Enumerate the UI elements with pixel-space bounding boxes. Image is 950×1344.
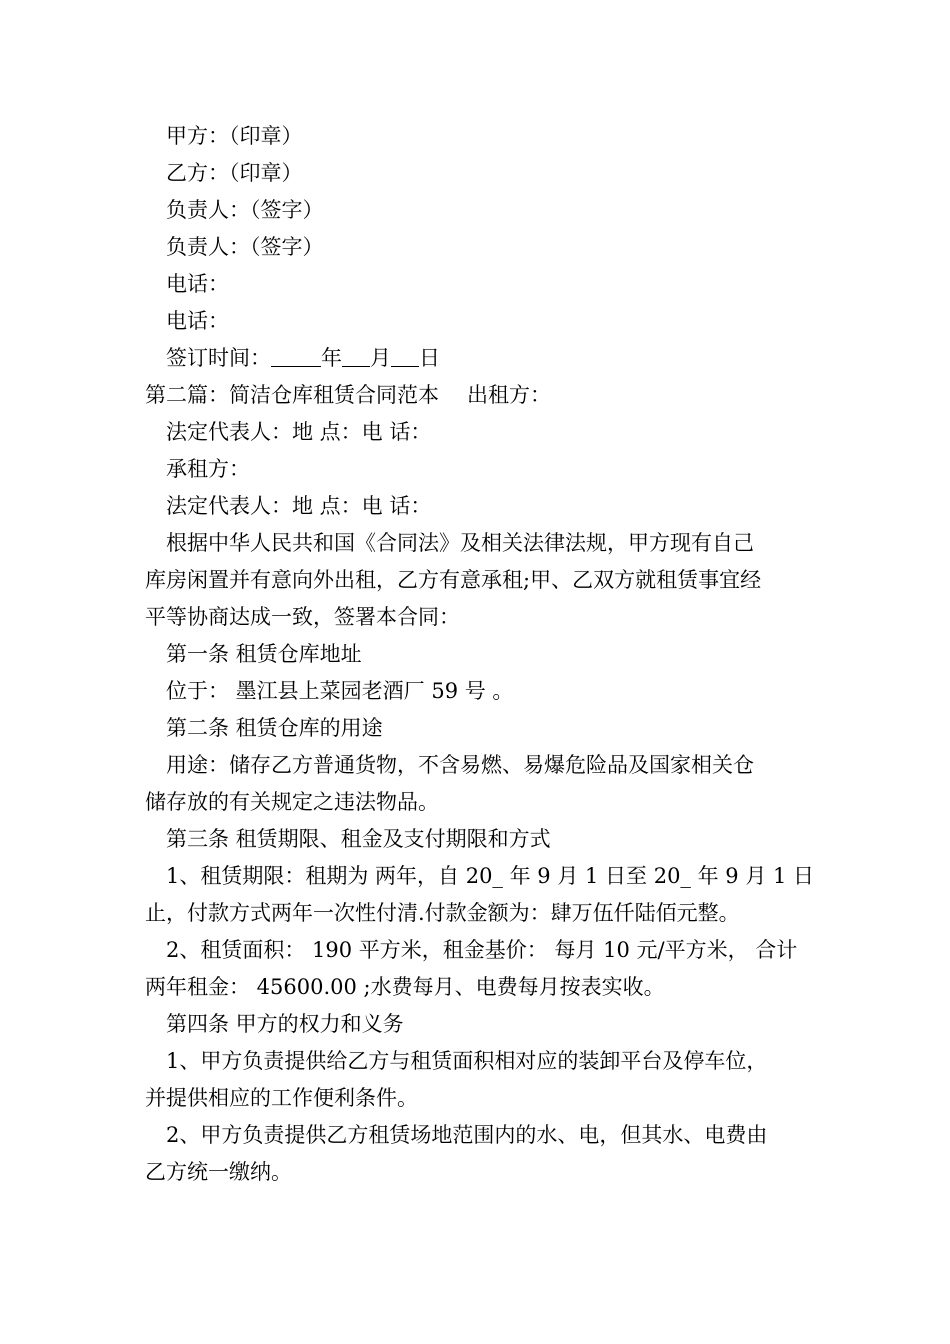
day-label: 日 [419,346,440,370]
article-1-title: 第一条 租赁仓库地址 [166,642,362,666]
signing-date [145,340,810,377]
month-blank [342,344,370,367]
party-b-seal: 乙方：（印章） [166,161,303,185]
article-3-title: 第三条 租赁期限、租金及支付期限和方式 [166,827,551,851]
section-title: 第二篇：简洁仓库租赁合同范本 [145,383,439,407]
article-4-title: 第四条 甲方的权力和义务 [166,1012,404,1036]
contract-page [145,118,815,1191]
party-b-representative: 负责人：（签字） [166,235,324,259]
article-3-item-2-line-1: 2、租赁面积： 190 平方米，租金基价： 每月 10 元/平方米， 合计 [166,938,798,962]
article-1-text: 位于： 墨江县上菜园老酒厂 59 号 。 [166,679,514,703]
article-2-line-2: 储存放的有关规定之违法物品。 [145,790,439,814]
lessor-label: 出租方： [467,383,551,407]
signing-date-label: 签订时间： [166,346,271,370]
article-2-title: 第二条 租赁仓库的用途 [166,716,383,740]
lessor-representative: 法定代表人：地 点：电 话： [166,420,432,444]
article-4-item-1-line-1: 1、甲方负责提供给乙方与租赁面积相对应的装卸平台及停车位， [166,1049,768,1073]
party-a-phone: 电话： [166,272,229,296]
day-blank [391,344,419,367]
year-blank [271,344,321,367]
lessee-label: 承租方： [166,457,250,481]
article-4-item-1-line-2: 并提供相应的工作便利条件。 [145,1086,418,1110]
article-3-item-1-line-1: 1、租赁期限：租期为 两年，自 20_ 年 9 月 1 日至 20_ 年 9 月 1 日 [166,864,815,888]
year-label: 年 [321,346,342,370]
article-2-line-1: 用途：储存乙方普通货物，不含易燃、易爆危险品及国家相关仓 [166,753,754,777]
lessee-representative: 法定代表人：地 点：电 话： [166,494,432,518]
party-b-phone: 电话： [166,309,229,333]
intro-line-2: 库房闲置并有意向外出租，乙方有意承租;甲、乙双方就租赁事宜经 [145,568,762,592]
article-3-item-1-line-2: 止，付款方式两年一次性付清.付款金额为：肆万伍仟陆佰元整。 [145,901,740,925]
section-heading [145,377,810,414]
intro-line-3: 平等协商达成一致，签署本合同： [145,605,460,629]
article-4-item-2-line-1: 2、甲方负责提供乙方租赁场地范围内的水、电，但其水、电费由 [166,1123,768,1147]
article-4-item-2-line-2: 乙方统一缴纳。 [145,1160,292,1184]
intro-line-1: 根据中华人民共和国《合同法》及相关法律法规，甲方现有自己 [166,531,754,555]
month-label: 月 [370,346,391,370]
article-3-item-2-line-2: 两年租金： 45600.00 ;水费每月、电费每月按表实收。 [145,975,665,999]
party-a-representative: 负责人：（签字） [166,198,324,222]
party-a-seal: 甲方：（印章） [166,124,303,148]
